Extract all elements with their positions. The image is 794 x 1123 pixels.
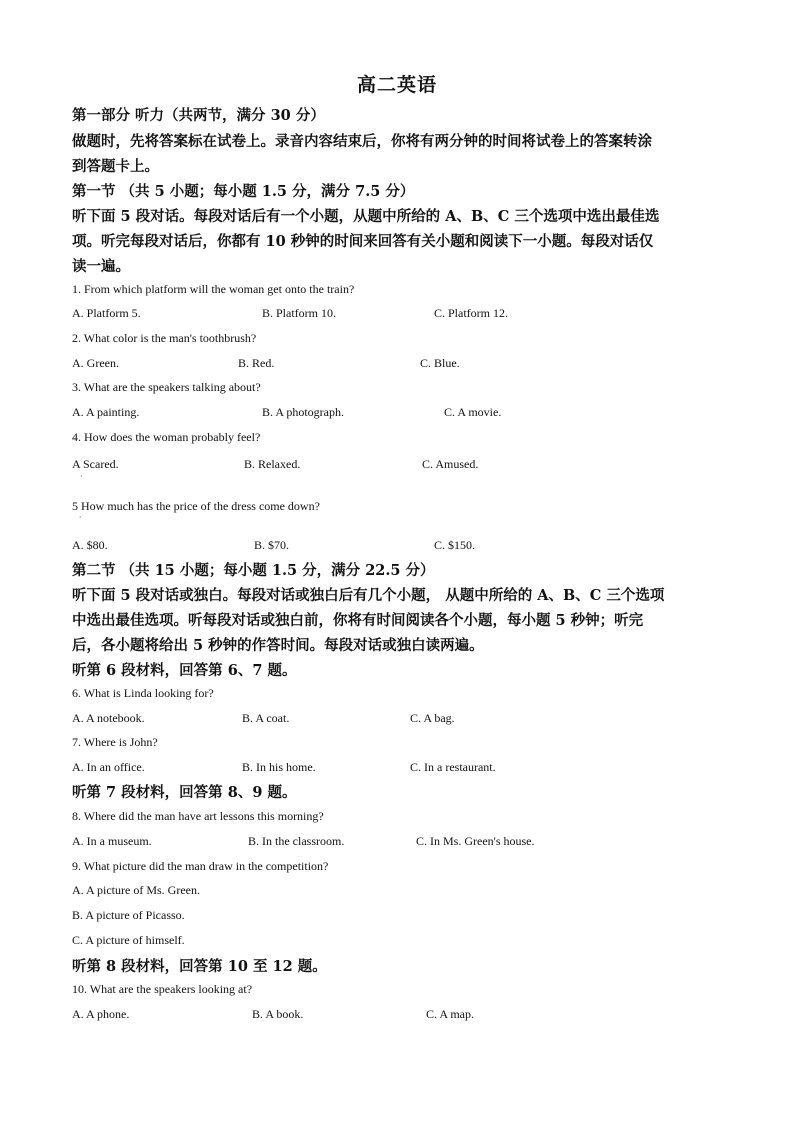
section2-instruction-line3: 后，各小题将给出 5 秒钟的作答时间。每段对话或独白读两遍。 [72,637,484,654]
option-a: A Scared. [72,457,119,471]
question-text: 7. Where is John? [72,735,158,749]
section2-instruction-line1: 听下面 5 段对话或独白。每段对话或独白后有几个小题， 从题中所给的 A、B、C 三个选项 [72,587,665,604]
part1-heading: 第一部分 听力（共两节，满分 30 分） [72,107,325,124]
option-a: A. In an office. [72,760,145,774]
question-text: 10. What are the speakers looking at? [72,982,253,996]
question-text: 4. How does the woman probably feel? [72,430,261,444]
section2-heading: 第二节 （共 15 小题；每小题 1.5 分，满分 22.5 分） [72,562,435,579]
page-title: 高二英语 [356,74,437,96]
stray-dot: · [79,513,82,522]
section1-heading: 第一节 （共 5 小题；每小题 1.5 分，满分 7.5 分） [72,183,415,200]
option-a: A. A notebook. [72,711,145,725]
option-c: C. In a restaurant. [410,760,496,774]
question-text: 6. What is Linda looking for? [72,686,214,700]
option-a: A. A painting. [72,405,140,419]
option-a: A. A phone. [72,1007,130,1021]
option-b: B. In his home. [242,760,316,774]
question-text: 3. What are the speakers talking about? [72,380,261,394]
option-c: C. A movie. [444,405,502,419]
question-text: 1. From which platform will the woman get onto the train? [72,282,355,296]
option-c: C. A bag. [410,711,455,725]
option-b: B. A picture of Picasso. [72,908,185,922]
section1-instruction-line1: 听下面 5 段对话。每段对话后有一个小题，从题中所给的 A、B、C 三个选项中选出最佳选 [72,208,660,225]
stray-dot: · [80,472,83,481]
option-b: B. Platform 10. [262,306,336,320]
option-c: C. Amused. [422,457,479,471]
option-c: C. A map. [426,1007,475,1021]
section2-instruction-line2: 中选出最佳选项。听每段对话或独白前，你将有时间阅读各个小题，每小题 5 秒钟；听完 [72,612,644,629]
section1-instruction-line3: 读一遍。 [72,258,130,275]
option-a: A. Green. [72,356,119,370]
option-c: C. In Ms. Green's house. [416,834,535,848]
option-a: A. In a museum. [72,834,152,848]
option-a: A. A picture of Ms. Green. [72,883,200,897]
option-b: B. A coat. [242,711,290,725]
option-b: B. Red. [238,356,275,370]
question-text: 2. What color is the man's toothbrush? [72,331,257,345]
question-text: 8. Where did the man have art lessons this morning? [72,809,324,823]
part1-instruction-line1: 做题时，先将答案标在试卷上。录音内容结束后，你将有两分钟的时间将试卷上的答案转涂 [72,133,652,150]
option-c: C. Blue. [420,356,460,370]
section1-instruction-line2: 项。听完每段对话后，你都有 10 秒钟的时间来回答有关小题和阅读下一小题。每段对话仅 [72,233,654,250]
question-text: 5 How much has the price of the dress come down? [72,499,320,513]
option-c: C. $150. [434,538,476,552]
option-b: B. In the classroom. [248,834,345,848]
option-b: B. A photograph. [262,405,345,419]
option-b: B. A book. [252,1007,304,1021]
material-6-heading: 听第 6 段材料，回答第 6、7 题。 [72,662,297,679]
material-7-heading: 听第 7 段材料，回答第 8、9 题。 [72,784,297,801]
part1-instruction-line2: 到答题卡上。 [72,158,159,175]
material-8-heading: 听第 8 段材料，回答第 10 至 12 题。 [72,958,327,975]
option-b: B. Relaxed. [244,457,301,471]
option-c: C. A picture of himself. [72,933,185,947]
option-b: B. $70. [254,538,290,552]
option-a: A. Platform 5. [72,306,141,320]
option-a: A. $80. [72,538,108,552]
question-text: 9. What picture did the man draw in the competition? [72,859,329,873]
option-c: C. Platform 12. [434,306,508,320]
